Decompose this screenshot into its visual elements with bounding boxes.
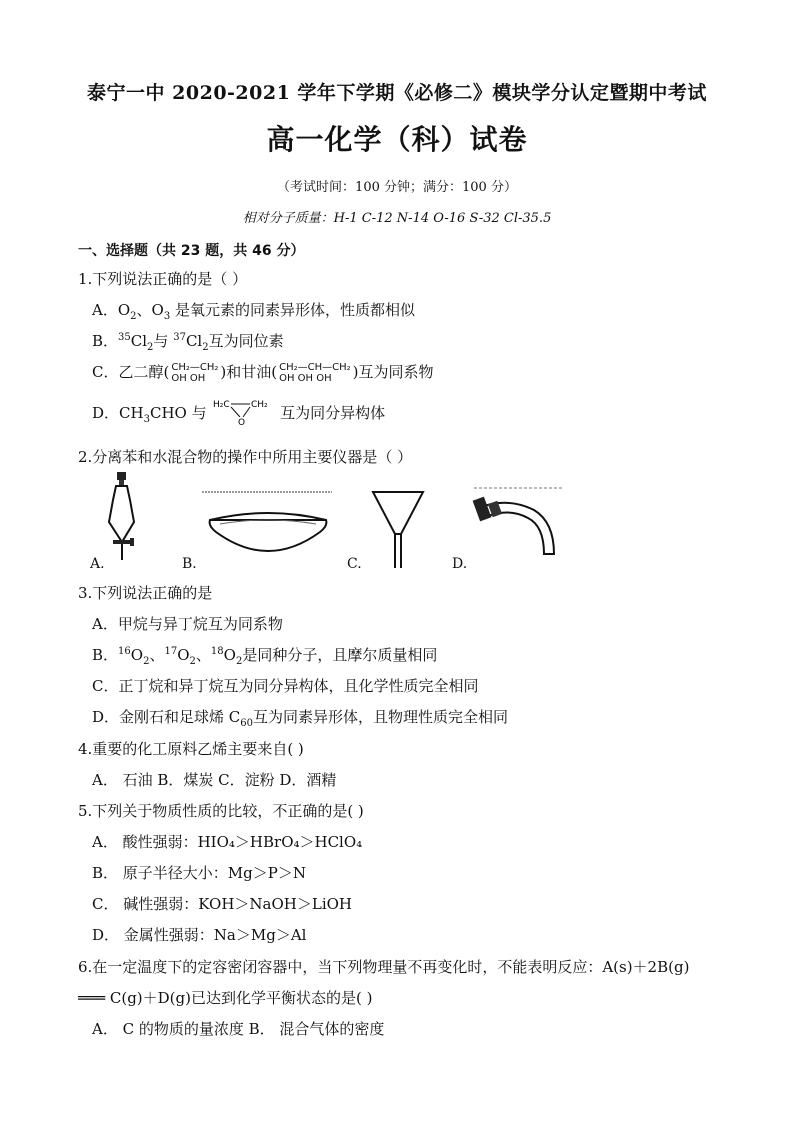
condenser-tube-image [470,484,566,564]
question-1-stem: 1.下列说法正确的是（ ） [78,270,248,288]
question-5-option-a: A． 酸性强弱：HIO₄＞HBrO₄＞HClO₄ [92,833,363,851]
question-6-stem: 6.在一定温度下的定容密闭容器中，当下列物理量不再变化时，不能表明反应：A(s)＋2B(g) [78,958,690,976]
separatory-funnel-image [100,470,144,560]
question-6-options: A． C 的物质的量浓度 B． 混合气体的密度 [92,1020,385,1038]
option-label-a: A. [90,556,105,572]
ethylene-glycol-structure: CH₂—CH₂ OH OH [171,362,219,384]
question-5-stem: 5.下列关于物质性质的比较，不正确的是( ) [78,802,364,820]
option-label-c: C. [347,556,362,572]
option-label-b: B. [182,556,197,572]
ring-oxygen-label: O [238,418,246,426]
section-heading: 一、选择题（共 23 题，共 46 分） [78,243,305,259]
question-6-stem-continued: ═══ C(g)＋D(g)已达到化学平衡状态的是( ) [78,989,373,1007]
question-3-stem: 3.下列说法正确的是 [78,584,213,602]
question-1-option-d: D．$CH_3CHO$ 与 H₂C CH₂ O 互为同分异构体 [92,400,386,426]
question-3-option-d: D．金刚石和足球烯 $C_{60}$互为同素异形体，且物理性质完全相同 [92,708,509,729]
ring-left-label: H₂C [213,400,231,410]
ring-right-label: CH₂ [251,400,269,410]
question-4-options: A． 石油 B．煤炭 C．淀粉 D．酒精 [92,771,337,789]
page-title: 高一化学（科）试卷 [266,123,528,156]
exam-info: （考试时间：100 分钟；满分：100 分） [277,180,517,195]
question-3-option-c: C．正丁烷和异丁烷互为同分异构体，且化学性质完全相同 [92,677,479,695]
glycerol-structure: CH₂—CH—CH₂ OH OH OH [279,362,351,384]
question-1-option-a: A．$O_2$、$O_3$ 是氧元素的同素异形体，性质都相似 [92,301,415,322]
evaporating-dish-image [198,486,338,566]
exam-header-line: 泰宁一中 2020-2021 学年下学期《必修二》模块学分认定暨期中考试 [87,82,707,104]
question-5-option-d: D． 金属性强弱：Na＞Mg＞Al [92,926,307,944]
epoxide-structure [211,398,275,426]
question-1-option-c: C．乙二醇( CH₂—CH₂ OH OH )和甘油( CH₂—CH—CH₂ OH OH OH )互为同系物 [92,362,434,384]
question-5-option-c: C． 碱性强弱：KOH＞NaOH＞LiOH [92,895,353,913]
question-5-option-b: B． 原子半径大小：Mg＞P＞N [92,864,306,882]
question-2-stem: 2.分离苯和水混合物的操作中所用主要仪器是（ ） [78,448,413,466]
question-3-option-a: A．甲烷与异丁烷互为同系物 [92,615,283,633]
option-label-d: D. [452,556,468,572]
funnel-image [370,488,426,572]
question-1-option-b: B．$^{35}Cl_2$与 $^{37}Cl_2$互为同位素 [92,332,284,353]
relative-masses: 相对分子质量：H-1 C-12 N-14 O-16 S-32 Cl-35.5 [242,211,552,226]
question-4-stem: 4.重要的化工原料乙烯主要来自( ) [78,740,304,758]
question-3-option-b: B．$^{16}O_2$、$^{17}O_2$、$^{18}O_2$是同种分子，且摩尔质量相同 [92,646,438,667]
